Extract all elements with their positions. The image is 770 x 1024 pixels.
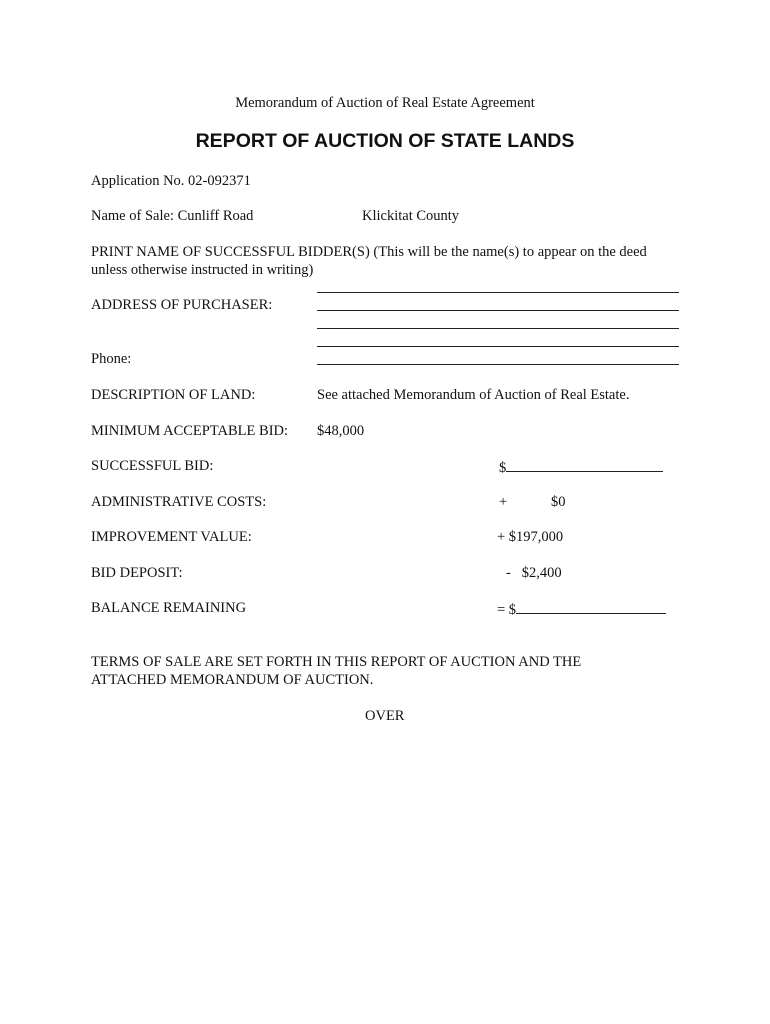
application-number: Application No. 02-092371 bbox=[91, 173, 251, 189]
admin-costs-value: $0 bbox=[551, 494, 566, 510]
over-label: OVER bbox=[365, 708, 405, 724]
sale-name: Name of Sale: Cunliff Road bbox=[91, 208, 254, 224]
sale-county: Klickitat County bbox=[362, 208, 460, 224]
address-label: ADDRESS OF PURCHASER: bbox=[91, 297, 273, 313]
balance-prefix: = $ bbox=[497, 602, 517, 618]
successful-bid-blank[interactable] bbox=[506, 457, 663, 472]
page-title: REPORT OF AUCTION OF STATE LANDS bbox=[195, 130, 575, 152]
bidder-name-line[interactable] bbox=[317, 292, 679, 293]
terms-line1: TERMS OF SALE ARE SET FORTH IN THIS REPORT OF AUCTION AND THE bbox=[91, 654, 582, 670]
balance-label: BALANCE REMAINING bbox=[91, 600, 247, 616]
address-line-1[interactable] bbox=[317, 310, 679, 311]
successful-bid-field[interactable] bbox=[499, 457, 663, 477]
terms-line2: ATTACHED MEMORANDUM OF AUCTION. bbox=[91, 672, 374, 688]
document-subtitle: Memorandum of Auction of Real Estate Agreement bbox=[235, 95, 535, 111]
successful-bid-label: SUCCESSFUL BID: bbox=[91, 458, 214, 474]
phone-line[interactable] bbox=[317, 364, 679, 365]
minimum-bid-label: MINIMUM ACCEPTABLE BID: bbox=[91, 423, 289, 439]
address-line-3[interactable] bbox=[317, 346, 679, 347]
admin-costs-label: ADMINISTRATIVE COSTS: bbox=[91, 494, 267, 510]
minimum-bid-value: $48,000 bbox=[317, 423, 365, 439]
address-line-2[interactable] bbox=[317, 328, 679, 329]
deposit-value: - $2,400 bbox=[506, 565, 562, 581]
bidder-instruction-line2: unless otherwise instructed in writing) bbox=[91, 262, 314, 278]
admin-costs-sign: + bbox=[499, 494, 508, 510]
balance-blank[interactable] bbox=[516, 599, 666, 614]
deposit-label: BID DEPOSIT: bbox=[91, 565, 183, 581]
improvement-label: IMPROVEMENT VALUE: bbox=[91, 529, 252, 545]
balance-field[interactable] bbox=[497, 599, 666, 619]
improvement-value: + $197,000 bbox=[497, 529, 564, 545]
description-label: DESCRIPTION OF LAND: bbox=[91, 387, 256, 403]
bidder-instruction-line1: PRINT NAME OF SUCCESSFUL BIDDER(S) (This will be the name(s) to appear on the deed bbox=[91, 244, 647, 260]
description-value: See attached Memorandum of Auction of Real Estate. bbox=[317, 387, 630, 403]
successful-bid-prefix: $ bbox=[499, 460, 507, 476]
phone-label: Phone: bbox=[91, 351, 132, 367]
